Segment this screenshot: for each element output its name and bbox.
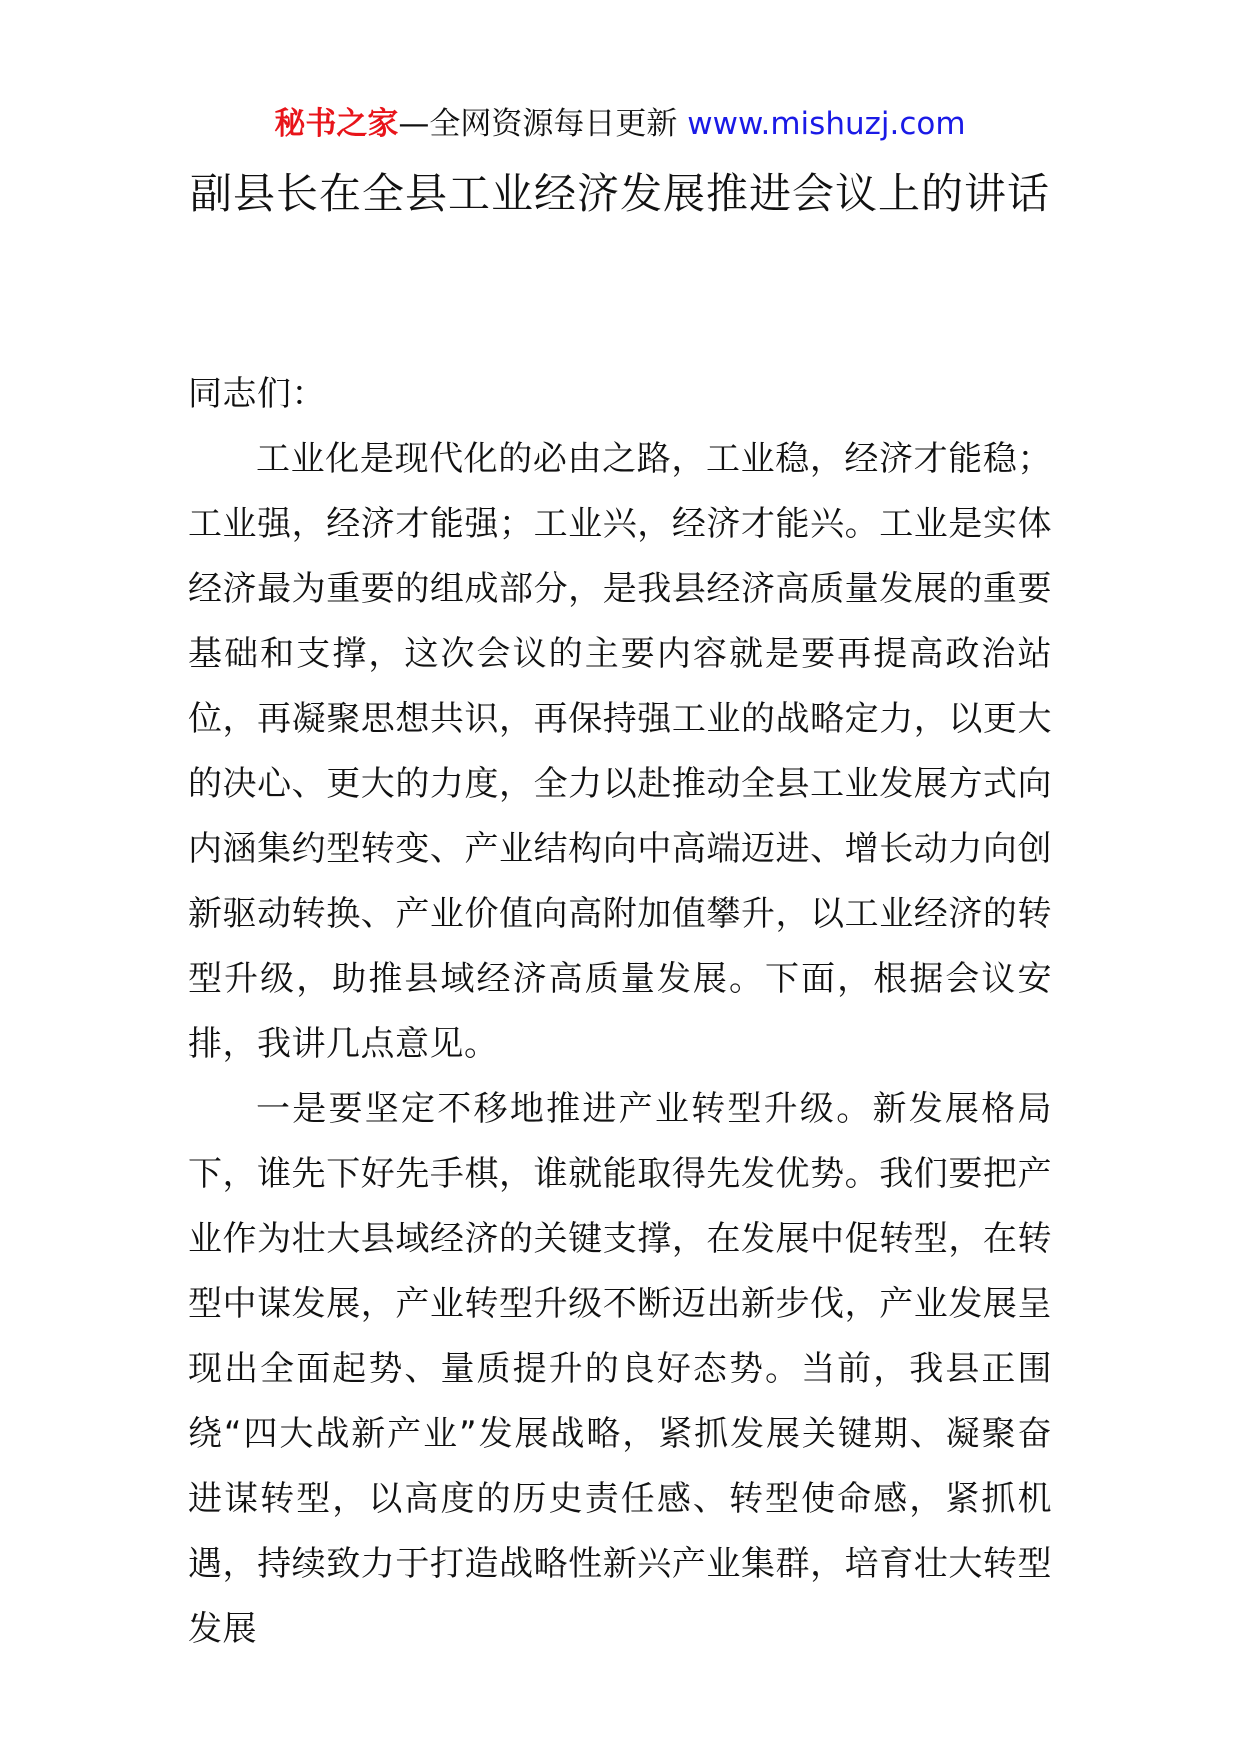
site-header [0, 100, 1240, 148]
paragraph-2: 一是要坚定不移地推进产业转型升级。新发展格局下，谁先下好先手棋，谁就能取得先发优势。我们要把产业作为壮大县域经济的关键支撑，在发展中促转型，在转型中谋发展，产业转型升级不断迈出新步伐，产业发展呈现出全面起势、量质提升的良好态势。当前，我县正围绕“四大战新产业”发展战略，紧抓发展关键期、凝聚奋进谋转型，以高度的历史责任感、转型使命感，紧抓机遇，持续致力于打造战略性新兴产业集群，培育壮大转型发展 [188, 1089, 1052, 1649]
document-title: 副县长在全县工业经济发展推进会议上的讲话 [189, 169, 1050, 218]
salutation: 同志们： [188, 374, 326, 414]
brand-name: 秘书之家 [274, 106, 399, 142]
paragraph-1: 工业化是现代化的必由之路，工业稳，经济才能稳；工业强，经济才能强；工业兴，经济才能兴。工业是实体经济最为重要的组成部分，是我县经济高质量发展的重要基础和支撑，这次会议的主要内容就是要再提高政治站位，再凝聚思想共识，再保持强工业的战略定力，以更大的决心、更大的力度，全力以赴推动全县工业发展方式向内涵集约型转变、产业结构向中高端迈进、增长动力向创新驱动转换、产业价值向高附加值攀升，以工业经济的转型升级，助推县域经济高质量发展。下面，根据会议安排，我讲几点意见。 [188, 439, 1052, 1064]
header-tagline: —全网资源每日更新 [398, 106, 688, 142]
site-url-link[interactable]: www.mishuzj.com [687, 106, 966, 142]
document-body [188, 362, 1052, 1662]
